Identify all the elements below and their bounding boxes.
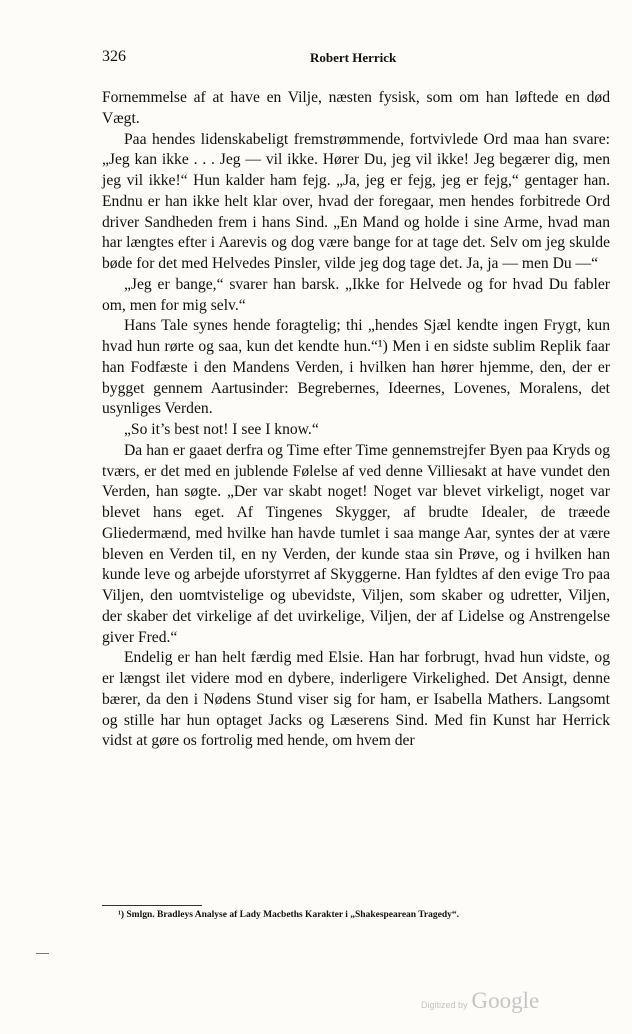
paragraph: Paa hendes lidenskabeligt fremstrømmende, fortvivlede Ord maa han svare: „Jeg kan ikke . . . Jeg — vil ikke. Hører Du, jeg vil ikke! Jeg begærer dig, men jeg vil ikke!“ Hun kalder ham fejg. „Ja, jeg er fejg, jeg er fejg,“ gentager han. Endnu er han ikke helt klar over, hvad der foregaar, men hendes forbitrede Ord driver Sandheden frem i hans Sind. „En Mand og holde i sine Arme, hvad man har længtes efter i Aarevis og dog være bange for at tage det. Selv om jeg skulde bøde for det med Helvedes Pinsler, vilde jeg dog tage det. Ja, ja — men Du —“ <box>102 130 610 272</box>
paragraph: Endelig er han helt færdig med Elsie. Han har forbrugt, hvad hun vidste, og er længst ilet videre mod en dybere, inderligere Virkelighed. Det Ansigt, denne bærer, da den i Nødens Stund viser sig for ham, er Isabella Mathers. Langsomt og stille har hun optaget Jacks og Læserens Sind. Med fin Kunst har Herrick vidst at gøre os fortrolig med hende, om hvem der <box>102 649 610 750</box>
footnote: ¹) Smlgn. Bradleys Analyse af Lady Macbeths Karakter i „Shakespearean Tragedy“. <box>118 910 459 920</box>
margin-mark <box>36 953 49 954</box>
paragraph: Fornemmelse af at have en Vilje, næsten fysisk, som om han løftede en død Vægt. <box>102 89 610 127</box>
watermark <box>421 988 539 1014</box>
paragraph: „So it’s best not! I see I know.“ <box>124 421 319 438</box>
watermark-prefix: Digitized by <box>421 1000 468 1010</box>
paragraph: „Jeg er bange,“ svarer han barsk. „Ikke for Helvede og for hvad Du fabler om, men for mig selv.“ <box>102 275 610 314</box>
google-logo: Google <box>471 988 540 1013</box>
footnote-rule <box>102 905 202 906</box>
body-text <box>102 88 610 752</box>
paragraph: Da han er gaaet derfra og Time efter Time gennemstrejfer Byen paa Kryds og tværs, er det med en jublende Følelse af ved denne Villiesakt at have vundet den Verden, han søgte. „Der var skabt noget! Noget var blevet virkeligt, noget var blevet hans eget. Af Tingenes Skygger, af brudte Idealer, de træede Gliedermænd, med hvilke han havde tumlet i saa mange Aar, syntes der at være bleven en Verden til, en ny Verden, der kunde staa sin Prøve, og i hvilken han kunde leve og arbejde uforstyrret af Skyggerne. Han fyldtes af den evige Tro paa Viljen, den uomtvistelige og ubevidste, Viljen, som skaber og udretter, Viljen, der skaber det virkelige af det uvirkelige, Viljen, der af Lidelse og Anstrengelse giver Fred.“ <box>102 441 610 646</box>
running-head: Robert Herrick <box>310 50 397 65</box>
paragraph: Hans Tale synes hende foragtelig; thi „hendes Sjæl kendte ingen Frygt, kun hvad hun rørte og saa, kun det kendte hun.“¹) Men i en sidste sublim Replik faar han Fodfæste i den Mandens Verden, i hvilken han hører hjemme, den, der er bygget gennem Aartusinder: Begrebernes, Ideernes, Lovenes, Moralens, det usynliges Verden. <box>102 317 610 418</box>
page-number: 326 <box>102 48 126 65</box>
